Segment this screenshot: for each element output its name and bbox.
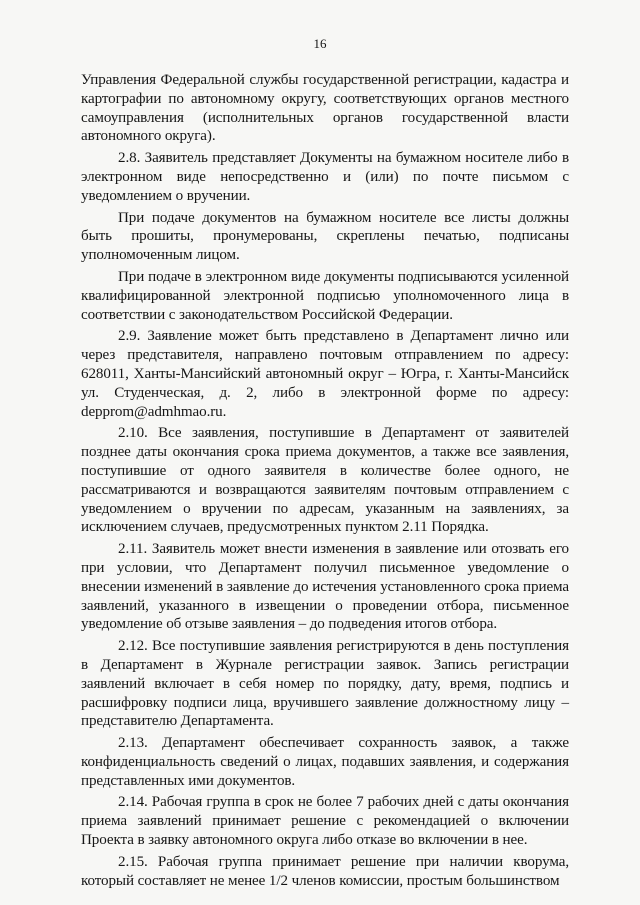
paragraph-2-14: 2.14. Рабочая группа в срок не более 7 рабочих дней с даты окончания приема заявлений принимает решение с рекомендацией о включении Проекта в заявку автономного округа либо отказе во включении в нее. [81, 794, 569, 849]
paragraph-paper-submission: При подаче документов на бумажном носителе все листы должны быть прошиты, пронумерованы, скреплены печатью, подписаны уполномоченным лицом. [81, 209, 569, 264]
paragraph-2-9: 2.9. Заявление может быть представлено в Департамент лично или через представителя, направлено почтовым отправлением по адресу: 628011, Ханты-Мансийский автономный округ – Югра, г. Ханты-Мансийск ул. Студенческая, д. 2, либо в электронной форме по адресу: depprom@admhmao.ru. [81, 328, 569, 420]
page-number: 16 [313, 36, 327, 51]
paragraph-2-15: 2.15. Рабочая группа принимает решение при наличии кворума, который составляет не менее 1/2 членов комиссии, простым большинством [81, 853, 569, 889]
paragraph-2-13: 2.13. Департамент обеспечивает сохранность заявок, а также конфиденциальность сведений о лицах, подавших заявления, и содержания представленных ими документов. [81, 735, 569, 789]
paragraph-2-11: 2.11. Заявитель может внести изменения в заявление или отозвать его при условии, что Департамент получил письменное уведомление о внесении изменений в заявление до истечения установленного срока приема заявлений, указанного в извещении о проведении отбора, письменное уведомление об отзыве заявления – до подведения итогов отбора. [81, 541, 569, 633]
paragraph-electronic-submission: При подаче в электронном виде документы подписываются усиленной квалифицированной электронной подписью уполномоченного лица в соответствии с законодательством Российской Федерации. [81, 268, 569, 323]
paragraph-2-10: 2.10. Все заявления, поступившие в Департамент от заявителей позднее даты окончания срока приема документов, а также все заявления, поступившие от одного заявителя в количестве более одного, не рассматриваются и возвращаются заявителям почтовым отправлением с уведомлением о вручении по адресам, указанным на заявлениях, за исключением случаев, предусмотренных пунктом 2.11 Порядка. [81, 425, 569, 536]
paragraph-2-8: 2.8. Заявитель представляет Документы на бумажном носителе либо в электронном виде непосредственно и (или) по почте письмом с уведомлением о вручении. [81, 150, 569, 204]
paragraph-2-12: 2.12. Все поступившие заявления регистрируются в день поступления в Департамент в Журнале регистрации заявок. Запись регистрации заявлений включает в себя номер по порядку, дату, время, подпись и расшифровку подписи лица, вручившего заявление должностному лицу – представителю Департамента. [81, 638, 569, 730]
paragraph-continuation: Управления Федеральной службы государственной регистрации, кадастра и картографии по автономному округу, соответствующих органов местного самоуправления (исполнительных органов государственной власти автономного округа). [81, 72, 569, 145]
document-body [81, 71, 569, 890]
